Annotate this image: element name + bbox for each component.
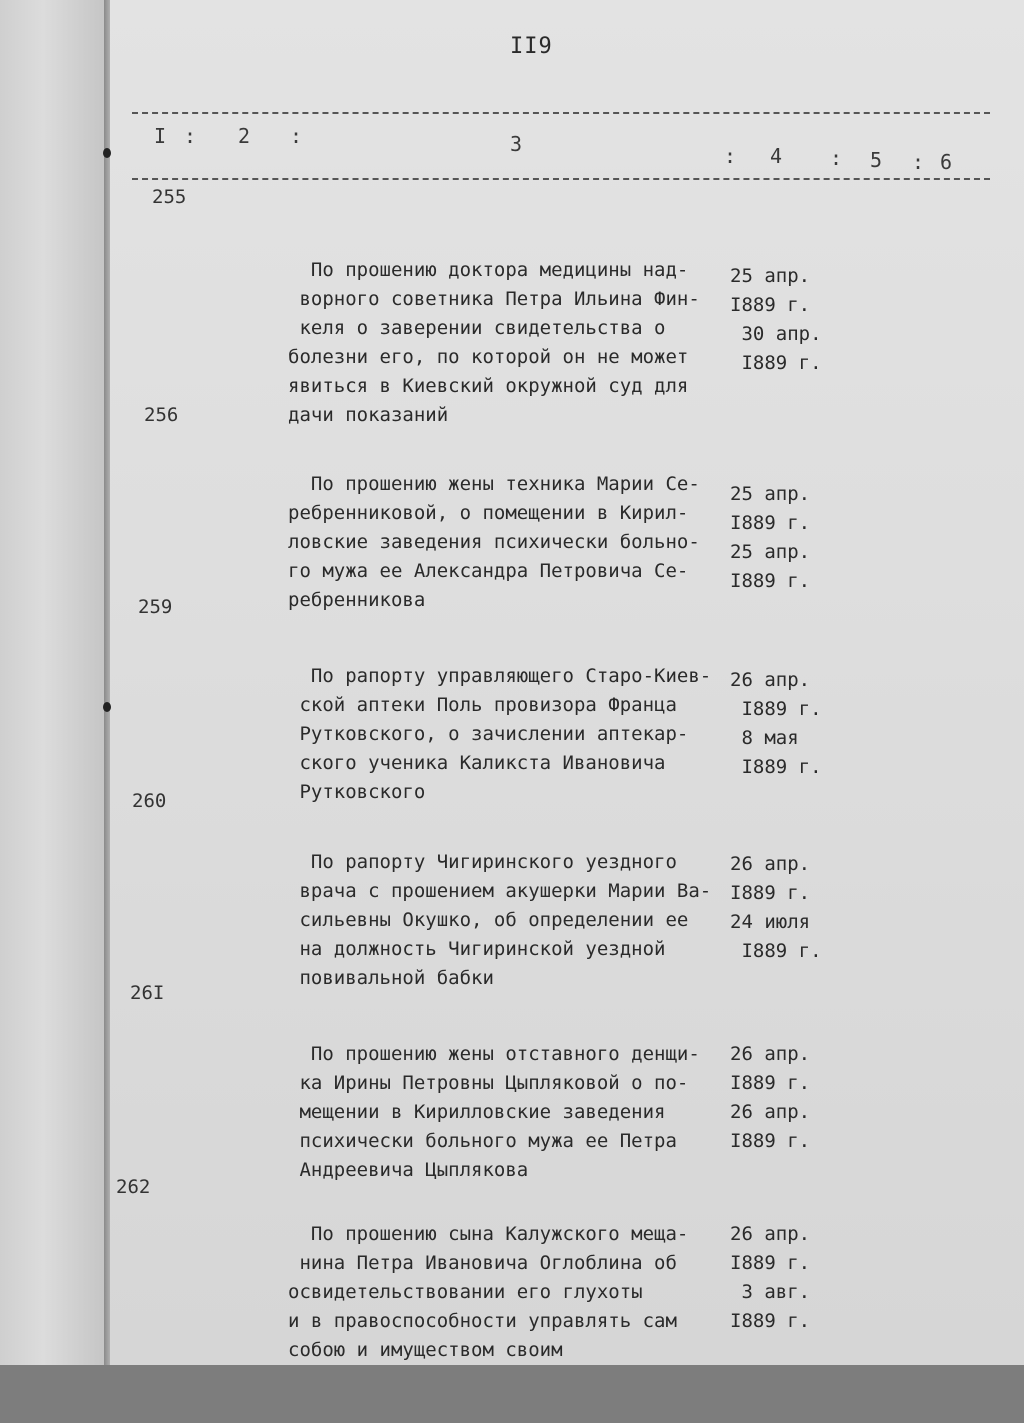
- entry-number: 255: [152, 186, 187, 208]
- entry-dates: 26 апр. I889 г. 8 мая I889 г.: [730, 669, 822, 778]
- entry-number: 256: [144, 404, 179, 426]
- column-5-label: 5: [870, 148, 883, 172]
- entry-dates: 26 апр. I889 г. 24 июля I889 г.: [730, 853, 822, 962]
- entry-number: 26I: [130, 982, 165, 1004]
- entry-description: По прошению сына Калужского меща- нина Петра Ивановича Оглоблина об освидетельствовании его глухоты и в правоспособности управлять сам собою и имуществом своим: [288, 1223, 689, 1361]
- header-bottom-rule: [132, 178, 990, 180]
- entry-number: 262: [116, 1176, 151, 1198]
- entry-number: 259: [138, 596, 173, 618]
- binding-hole: [103, 702, 111, 712]
- entry-description: По прошению жены отставного денщи- ка Ирины Петровны Цыпляковой о по- мещении в Кирилловские заведения психически больного мужа ее Петра Андреевича Цыплякова: [288, 1043, 700, 1181]
- entry-dates: 26 апр. I889 г. 3 авг. I889 г.: [730, 1223, 811, 1332]
- entry-number: 260: [132, 790, 167, 812]
- entry-description: По рапорту управляющего Старо-Киев- ской аптеки Поль провизора Франца Рутковского, о зачислении аптекар- ского ученика Каликста Ивановича Рутковского: [288, 665, 712, 803]
- binding-hole: [103, 148, 111, 158]
- column-1-label: I: [154, 124, 167, 148]
- column-header: I : 2 : 3 : 4 : 5 : 6: [154, 124, 953, 174]
- column-3-label: 3: [510, 132, 523, 156]
- entry-dates: 25 апр. I889 г. 30 апр. I889 г.: [730, 265, 822, 374]
- entry-dates: 25 апр. I889 г. 25 апр. I889 г.: [730, 483, 811, 592]
- entry-dates: 26 апр. I889 г. 26 апр. I889 г.: [730, 1043, 811, 1152]
- column-2-label: 2: [238, 124, 251, 148]
- column-6-label: 6: [940, 150, 953, 174]
- page-number: II9: [510, 34, 553, 59]
- entry-description: По рапорту Чигиринского уездного врача с прошением акушерки Марии Ва- сильевны Окушко, об определении ее на должность Чигиринской уездной повивальной бабки: [288, 851, 712, 989]
- column-4-label: 4: [770, 144, 783, 168]
- left-page-margin: [0, 0, 108, 1365]
- entry-description: По прошению жены техника Марии Се- ребренниковой, о помещении в Кирил- ловские заведения психически больно- го мужа ее Александра Петровича Се- ребренникова: [288, 473, 700, 611]
- header-top-rule: [132, 112, 990, 114]
- binding-fold: [104, 0, 110, 1365]
- entry-description: По прошению доктора медицины над- ворного советника Петра Ильина Фин- келя о заверении свидетельства о болезни его, по которой он не может явиться в Киевский окружной суд для дачи показаний: [288, 259, 700, 426]
